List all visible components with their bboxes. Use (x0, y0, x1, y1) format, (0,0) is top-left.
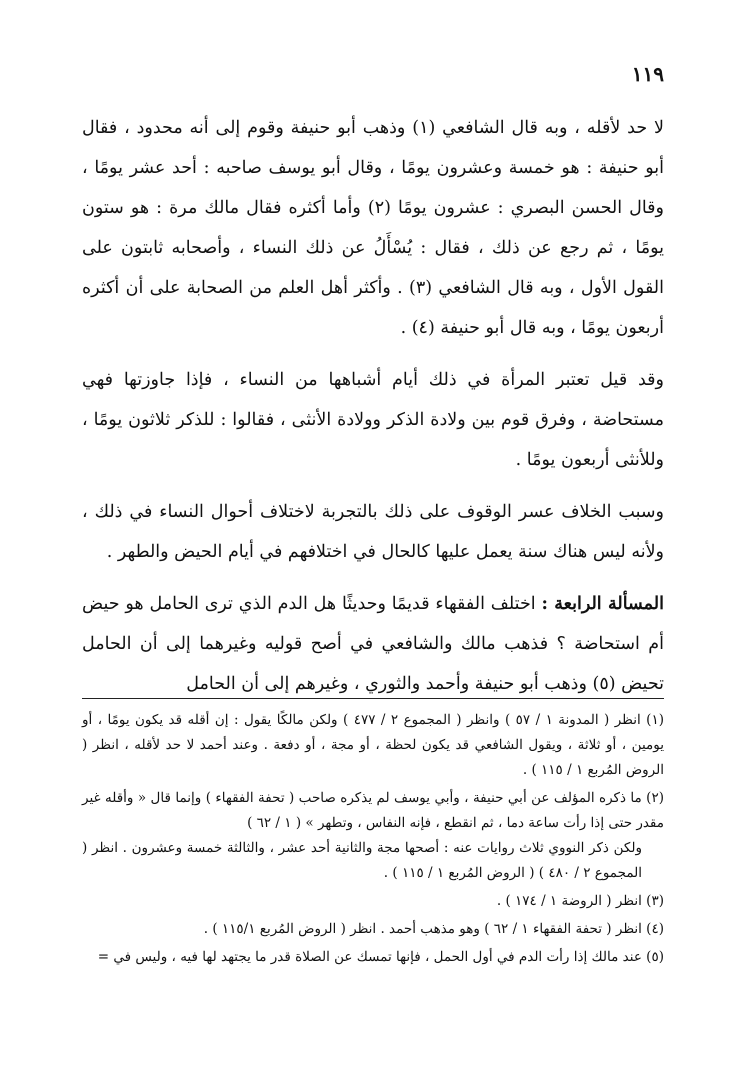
footnote-2-part-2: ولكن ذكر النووي ثلاث روايات عنه : أصحها مجة والثانية أحد عشر ، والثالثة خمسة وعشرون . انظر ( المجموع ٢ / ٤٨٠ ) ( الروض المُربع ١ / ١١٥ ) . (82, 840, 642, 881)
issue-text: اختلف الفقهاء قديمًا وحديثًا هل الدم الذي ترى الحامل هو حيض أم استحاضة ؟ فذهب مالك والشافعي في أصح قوليه وغيرهما إلى أن الحامل تحيض (٥) وذهب أبو حنيفة وأحمد والثوري ، وغيرهم إلى أن الحامل (82, 594, 664, 694)
footnote-5: (٥) عند مالك إذا رأت الدم في أول الحمل ، فإنها تمسك عن الصلاة قدر ما يجتهد لها فيه ، وليس في = (97, 949, 664, 965)
paragraph-1: لا حد لأقله ، وبه قال الشافعي (١) وذهب أبو حنيفة وقوم إلى أنه محدود ، فقال أبو حنيفة : هو خمسة وعشرون يومًا ، وقال أبو يوسف صاحبه : أحد عشر يومًا ، وقال الحسن البصري : عشرون يومًا (٢) وأما أكثره فقال مالك مرة : هو ستون يومًا ، ثم رجع عن ذلك ، فقال : يُسْأَلُ عن ذلك النساء ، وأصحابه ثابتون على القول الأول ، وبه قال الشافعي (٣) . وأكثر أهل العلم من الصحابة على أن أكثره أربعون يومًا ، وبه قال أبو حنيفة (٤) . (82, 118, 664, 338)
footnote-4: (٤) انظر ( تحفة الفقهاء ١ / ٦٢ ) وهو مذهب أحمد . انظر ( الروض المُربع ١١٥/١ ) . (203, 921, 664, 937)
footnote-2-part-1: (٢) ما ذكره المؤلف عن أبي حنيفة ، وأبي يوسف لم يذكره صاحب ( تحفة الفقهاء ) وإنما قال « وأقله غير مقدر حتى إذا رأت ساعة دما ، ثم انقطع ، فإنه النفاس ، وتطهر » ( ١ / ٦٢ ) (82, 790, 664, 831)
paragraph-3: وسبب الخلاف عسر الوقوف على ذلك بالتجربة لاختلاف أحوال النساء في ذلك ، ولأنه ليس هناك سنة يعمل عليها كالحال في اختلافهم في أيام الحيض والطهر . (82, 502, 664, 562)
footnote-divider (82, 698, 664, 699)
page-number: ١١٩ (631, 62, 664, 86)
paragraph-2: وقد قيل تعتبر المرأة في ذلك أيام أشباهها من النساء ، فإذا جاوزتها فهي مستحاضة ، وفرق قوم بين ولادة الذكر وولادة الأنثى ، فقالوا : للذكر ثلاثون يومًا ، وللأنثى أربعون يومًا . (82, 370, 664, 470)
footnote-1: (١) انظر ( المدونة ١ / ٥٧ ) وانظر ( المجموع ٢ / ٤٧٧ ) ولكن مالكًا يقول : إن أقله قد يكون يومًا ، أو يومين ، أو ثلاثة ، ويقول الشافعي قد يكون لحظة ، أو مجة ، أو دفعة . وعند أحمد لا حد لأقله ، انظر ( الروض المُربع ١ / ١١٥ ) . (82, 712, 664, 778)
issue-heading: المسألة الرابعة : (541, 594, 664, 614)
footnotes (82, 708, 664, 973)
footnote-3: (٣) انظر ( الروضة ١ / ١٧٤ ) . (496, 893, 664, 909)
footnote-2 (82, 786, 664, 886)
main-text (82, 108, 664, 712)
paragraph-4 (82, 584, 664, 704)
